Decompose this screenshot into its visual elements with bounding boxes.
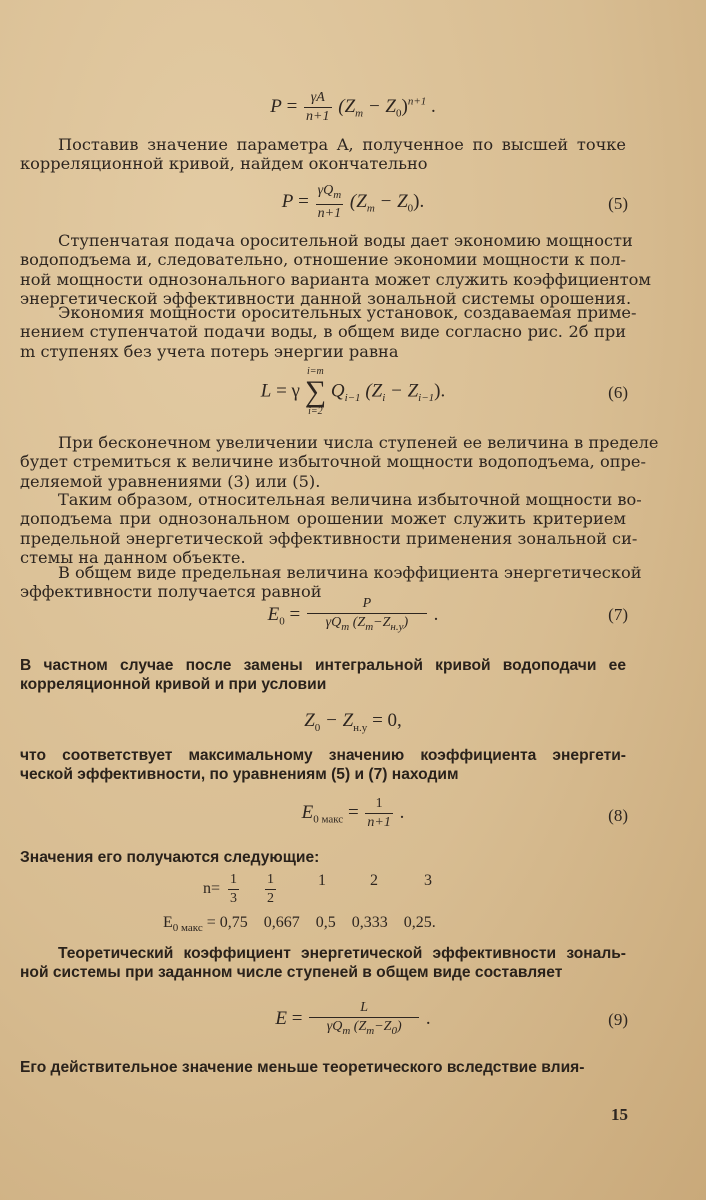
- fraction-den: n+1: [317, 205, 342, 221]
- fraction-num: γQ: [317, 183, 334, 198]
- equation-number: (7): [608, 605, 628, 624]
- e-value: 0,5: [315, 914, 336, 931]
- formula-sub: m: [341, 620, 350, 633]
- fraction-num: γA: [304, 90, 331, 108]
- fraction: [304, 90, 331, 125]
- formula-sub: m: [366, 1024, 375, 1037]
- formula-sub: i−1: [344, 392, 361, 405]
- formula-part: − Z: [363, 95, 396, 117]
- formula-part: ): [401, 95, 408, 117]
- formula-sub: 0: [407, 202, 414, 215]
- formula-part: − Z: [385, 380, 419, 402]
- formula-sup: n+1: [407, 95, 427, 108]
- formula-5: [0, 183, 706, 222]
- paragraph-4: [20, 433, 659, 491]
- formula-sub: i−1: [418, 392, 435, 405]
- formula-part: (Z: [350, 1019, 367, 1034]
- fraction-num: 1: [265, 872, 276, 890]
- text-line: ческой эффективности, по уравнениям (5) и (7) находим: [20, 766, 459, 784]
- n-value: [228, 872, 239, 907]
- fraction-den: 3: [230, 891, 238, 906]
- fraction-num: P: [307, 596, 427, 614]
- sum-symbol: i=m ∑ i=2: [304, 366, 327, 417]
- formula-6: [0, 366, 706, 418]
- paragraph-5: [20, 490, 642, 568]
- formula-lhs: P: [270, 95, 282, 117]
- e-value: 0,667: [263, 914, 300, 931]
- formula-part: ).: [413, 190, 425, 212]
- formula-eq: =: [289, 603, 301, 625]
- text-line: нением ступенчатой подачи воды, в общем виде согласно рис. 2б при: [20, 322, 626, 342]
- formula-part: −Z: [374, 1019, 392, 1034]
- text-line: энергетической эффективности данной зональной системы орошения.: [20, 289, 632, 309]
- formula-sub: н.у: [390, 620, 404, 633]
- fraction: [365, 796, 392, 831]
- e-value: 0,333: [351, 914, 388, 931]
- paragraph-7: [20, 656, 626, 695]
- paragraph-2: [20, 231, 652, 309]
- formula-part: ).: [434, 380, 446, 402]
- paragraph-11: [20, 1058, 626, 1077]
- formula-sub: 0: [396, 107, 402, 120]
- formula-lhs: E: [275, 1007, 287, 1029]
- formula-part: ): [403, 615, 409, 630]
- text-line: Теоретический коэффициент энергетической эффективности зональ-: [58, 945, 626, 962]
- sum-lower-limit: i=2: [308, 406, 323, 417]
- fraction-den: n+1: [306, 109, 330, 124]
- formula-sub: 0: [279, 615, 285, 628]
- fraction: [309, 1000, 419, 1039]
- text-line: корреляционной кривой и при условии: [20, 676, 327, 694]
- formula-part: .: [394, 801, 405, 823]
- formula-eq: =: [298, 190, 309, 212]
- formula-sub: m: [366, 202, 375, 215]
- formula-sub: 0: [314, 721, 321, 734]
- paragraph-8: [20, 746, 626, 785]
- fraction: [316, 183, 344, 222]
- n-value: 2: [370, 872, 379, 889]
- text-line: стемы на данном объекте.: [20, 548, 246, 568]
- text-line: В частном случае после замены интегральной кривой водоподачи ее: [20, 657, 626, 674]
- formula-sub: н.у: [353, 721, 368, 734]
- formula-sub: 0 макс: [172, 922, 203, 935]
- equation-number: (8): [608, 806, 628, 825]
- paragraph-3: [20, 303, 637, 361]
- formula-9: [0, 1000, 706, 1039]
- formula-eq: =: [347, 801, 359, 823]
- formula-part: (Z: [338, 95, 356, 117]
- page-number: 15: [611, 1105, 628, 1124]
- text-line: эффективности получается равной: [20, 582, 322, 602]
- formula-part: = 0,: [367, 710, 402, 731]
- fraction-num: 1: [228, 872, 239, 890]
- formula-sub: m: [342, 1024, 351, 1037]
- formula-eq: =: [291, 1007, 303, 1029]
- formula-part: − Z: [320, 710, 354, 731]
- equation-number: (5): [608, 194, 628, 213]
- formula-lhs: P: [281, 190, 294, 212]
- text-line: Значения его получаются следующие:: [20, 849, 320, 866]
- text-line: Его действительное значение меньше теоретического вследствие влия-: [20, 1059, 585, 1076]
- equation-number: (6): [608, 383, 628, 402]
- formula-part: − Z: [374, 190, 408, 212]
- fraction-num: 1: [365, 796, 392, 814]
- formula-sub: m: [365, 620, 374, 633]
- fraction: [307, 596, 427, 635]
- e-value: 0,75: [219, 914, 248, 931]
- formula-sub: i: [382, 392, 386, 405]
- formula-condition: [0, 710, 706, 734]
- formula-part: ): [396, 1019, 402, 1034]
- text-line: Ступенчатая подача оросительной воды дает экономию мощности: [58, 231, 633, 250]
- n-value: 1: [318, 872, 327, 889]
- fraction-den: γQ: [325, 615, 342, 630]
- fraction-den: n+1: [367, 815, 391, 830]
- formula-7: [0, 596, 706, 635]
- n-value: [265, 872, 276, 907]
- text-line: доподъема при однозональном орошении может служить критерием: [20, 509, 626, 529]
- formula-part: (Z: [360, 380, 383, 402]
- formula-lhs: L: [260, 380, 272, 402]
- fraction-num: L: [309, 1000, 419, 1018]
- formula-part: (Z: [349, 190, 367, 212]
- text-line: Таким образом, относительная величина избыточной мощности во-: [58, 490, 642, 509]
- text-line: Поставив значение параметра A, полученное по высшей точке: [58, 135, 626, 154]
- paragraph-10: [20, 944, 626, 983]
- formula-sub: 0 макс: [313, 813, 344, 826]
- formula-part: .: [426, 95, 436, 117]
- text-line: ной системы при заданном числе ступеней в общем виде составляет: [20, 964, 563, 982]
- text-line: что соответствует максимальному значению коэффициента энергети-: [20, 747, 626, 764]
- formula-lhs: E: [267, 603, 280, 625]
- formula-eq: =: [202, 914, 220, 931]
- text-line: водоподъема и, следовательно, отношение экономии мощности к пол-: [20, 250, 626, 270]
- formula-part: .: [421, 1007, 431, 1029]
- text-line: ной мощности однозонального варианта может служить коэффициентом: [20, 269, 652, 289]
- formula-sub: 0: [391, 1024, 397, 1037]
- e-values-row: [163, 914, 436, 934]
- text-line: m ступенях без учета потерь энергии равна: [20, 341, 399, 361]
- text-line: В общем виде предельная величина коэффициента энергетической: [58, 563, 642, 582]
- text-line: будет стремиться к величине избыточной мощности водоподъема, опре-: [20, 452, 646, 472]
- formula-lhs: Z: [304, 710, 315, 731]
- formula-sub: m: [333, 188, 342, 201]
- formula-sub: m: [355, 107, 364, 120]
- fraction-den: 2: [267, 891, 275, 906]
- formula-lhs: E: [301, 801, 314, 823]
- e-label: E: [163, 914, 173, 931]
- formula-part: −Z: [373, 615, 391, 630]
- text-line: предельной энергетической эффективности применения зональной си-: [20, 528, 638, 548]
- n-label: n=: [203, 880, 221, 898]
- n-value: 3: [424, 872, 433, 889]
- text-line: корреляционной кривой, найдем окончательно: [20, 154, 428, 174]
- paragraph-9: [20, 848, 626, 867]
- text-line: деляемой уравнениями (3) или (5).: [20, 471, 321, 491]
- formula-eq: = γ: [276, 380, 300, 402]
- formula-eq: =: [286, 95, 298, 117]
- text-line: Экономия мощности оросительных установок, создаваемая приме-: [58, 303, 637, 322]
- formula-top: [0, 90, 706, 125]
- paragraph-1: [20, 135, 626, 174]
- formula-8: [0, 796, 706, 831]
- sum-upper-limit: i=m: [307, 366, 324, 377]
- n-values-row: [203, 872, 432, 907]
- text-line: При бесконечном увеличении числа ступеней ее величина в пределе: [58, 433, 659, 452]
- formula-part: (Z: [349, 615, 366, 630]
- e-value: 0,25.: [403, 914, 436, 931]
- fraction-den: γQ: [326, 1019, 343, 1034]
- formula-part: Q: [330, 380, 345, 402]
- equation-number: (9): [608, 1010, 628, 1029]
- formula-part: .: [428, 603, 439, 625]
